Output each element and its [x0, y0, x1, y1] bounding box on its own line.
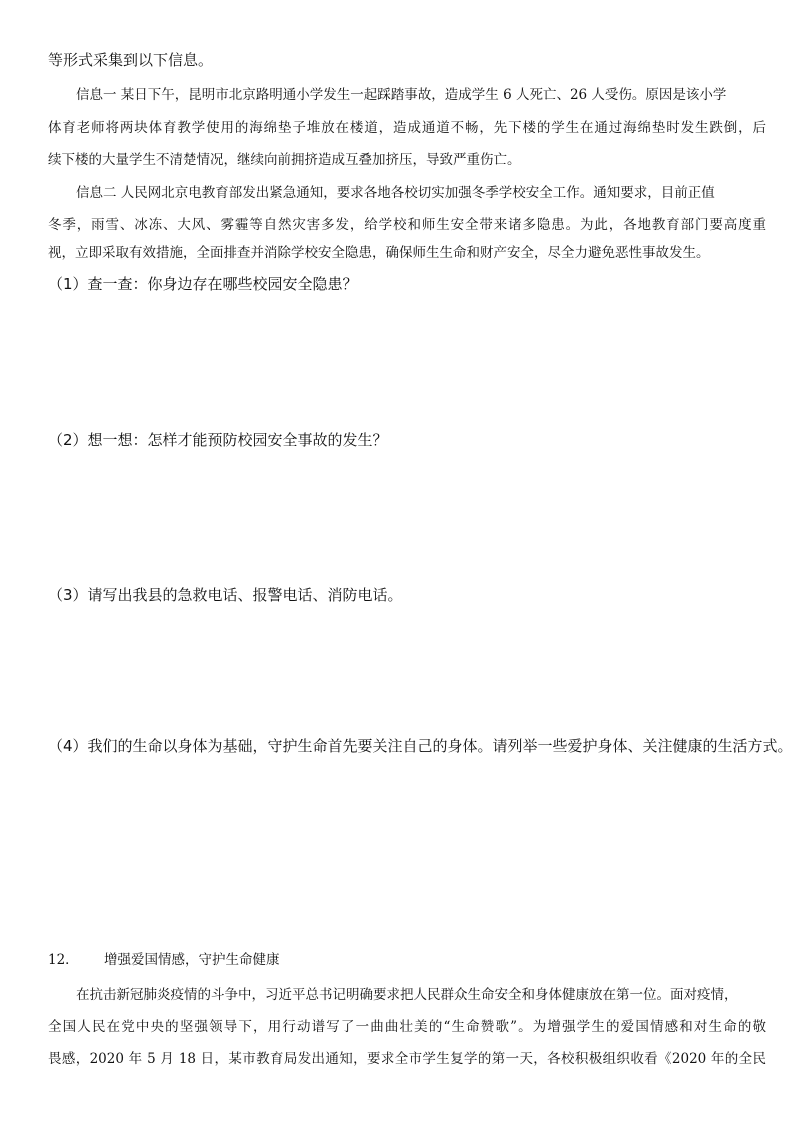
info1-line-2: 体育老师将两块体育教学使用的海绵垫子堆放在楼道，造成通道不畅，先下楼的学生在通过海绵垫时发生跌倒，后	[48, 120, 766, 136]
info2-line-3: 视，立即采取有效措施，全面排查并消除学校安全隐患，确保师生生命和财产安全，尽全力避免恶性事故发生。	[48, 245, 710, 261]
section-number: 12．	[48, 952, 79, 968]
question-3: （3）请写出我县的急救电话、报警电话、消防电话。	[48, 586, 403, 604]
section12-line-2: 全国人民在党中央的坚强领导下，用行动谱写了一曲曲壮美的“生命赞歌”。为增强学生的爱国情感和对生命的敬	[48, 1019, 766, 1035]
section12-line-1: 在抗击新冠肺炎疫情的斗争中，习近平总书记明确要求把人民群众生命安全和身体健康放在第一位。面对疫情，	[76, 987, 738, 1003]
section12-line-3: 畏感，2020 年 5 月 18 日，某市教育局发出通知，要求全市学生复学的第一天，各校积极组织收看《2020 年的全民	[48, 1051, 766, 1067]
section-title: 增强爱国情感，守护生命健康	[104, 952, 280, 968]
info1-line-3: 续下楼的大量学生不清楚情况，继续向前拥挤造成互叠加挤压，导致严重伤亡。	[48, 152, 521, 168]
info2-line-2: 冬季，雨雪、冰冻、大风、雾霾等自然灾害多发，给学校和师生安全带来诸多隐患。为此，各地教育部门要高度重	[48, 217, 766, 233]
question-2: （2）想一想：怎样才能预防校园安全事故的发生？	[48, 431, 388, 449]
info1-line-1: 信息一 某日下午，昆明市北京路明通小学发生一起踩踏事故，造成学生 6 人死亡、26 人受伤。原因是该小学	[76, 87, 727, 103]
question-1: （1）查一查：你身边存在哪些校园安全隐患？	[48, 275, 358, 293]
info2-line-1: 信息二 人民网北京电教育部发出紧急通知，要求各地各校切实加强冬季学校安全工作。通知要求，目前正值	[76, 185, 715, 201]
intro-text: 等形式采集到以下信息。	[48, 51, 214, 69]
question-4: （4）我们的生命以身体为基础，守护生命首先要关注自己的身体。请列举一些爱护身体、关注健康的生活方式。	[48, 737, 793, 755]
